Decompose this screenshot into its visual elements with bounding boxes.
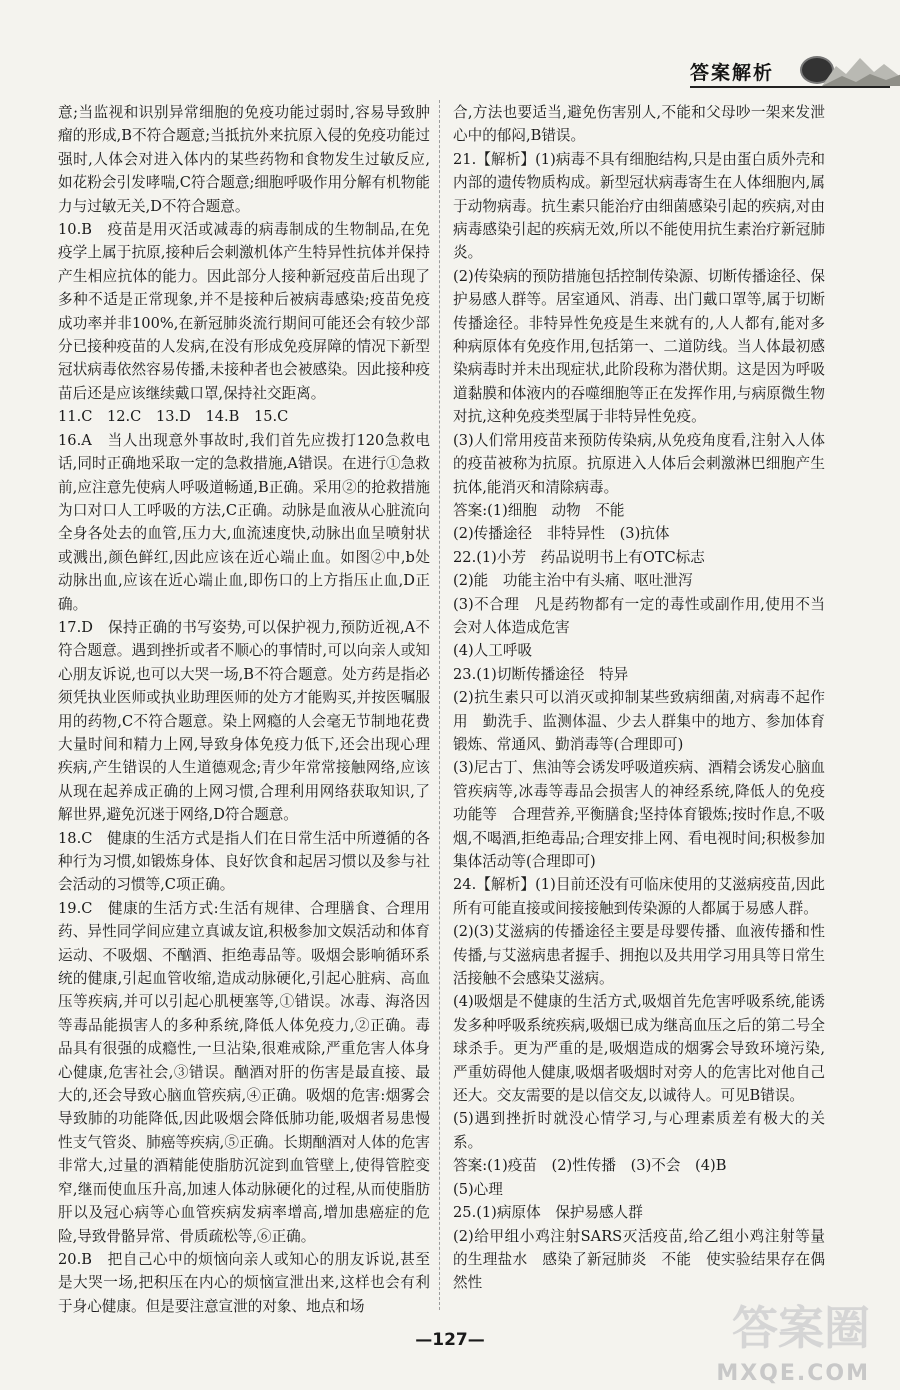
page-header bbox=[690, 52, 890, 92]
header-title: 答案解析 bbox=[690, 62, 775, 84]
answer-paragraph: (3)人们常用疫苗来预防传染病,从免疫角度看,注射入人体的疫苗被称为抗原。抗原进入人体后会刺激淋巴细胞产生抗体,能消灭和清除病毒。 bbox=[453, 431, 825, 496]
answer-paragraph: 11.C 12.C 13.D 14.B 15.C bbox=[58, 408, 289, 426]
answer-line: (5)心理 bbox=[453, 1180, 503, 1198]
answer-line: (2)传播途径 非特异性 (3)抗体 bbox=[453, 525, 670, 543]
answer-paragraph: (2)给甲组小鸡注射SARS灭活疫苗,给乙组小鸡注射等量的生理盐水 感染了新冠肺炎 不能 使实验结果存在偶然性 bbox=[453, 1227, 825, 1292]
answer-line: 25.(1)病原体 保护易感人群 bbox=[453, 1204, 643, 1222]
answer-paragraph: (2)传染病的预防措施包括控制传染源、切断传播途径、保护易感人群等。居室通风、消毒、出门戴口罩等,属于切断传播途径。非特异性免疫是生来就有的,人人都有,能对多种病原体有免疫作用,包括第一、二道防线。当人体最初感染病毒时并未出现症状,此阶段称为潜伏期。这是因为呼吸道黏膜和体液内的吞噬细胞等正在发挥作用,与病原微生物对抗,这种免疫类型属于非特异性免疫。 bbox=[453, 267, 825, 426]
answer-paragraph: 21.【解析】(1)病毒不具有细胞结构,只是由蛋白质外壳和内部的遗传物质构成。新型冠状病毒寄生在人体细胞内,属于动物病毒。抗生素只能治疗由细菌感染引起的疾病,对由病毒感染引起的疾病无效,所以不能使用抗生素治疗新冠肺炎。 bbox=[453, 150, 825, 262]
answer-paragraph: (3)尼古丁、焦油等会诱发呼吸道疾病、酒精会诱发心脑血管疾病等,冰毒等毒品会损害人的神经系统,降低人的免疫功能等 合理营养,平衡膳食;坚持体育锻炼;按时作息,不吸烟,不喝酒,拒绝毒品;合理安排上网、看电视时间;积极参加集体活动等(合理即可) bbox=[453, 759, 825, 870]
answer-paragraph: (2)抗生素只可以消灭或抑制某些致病细菌,对病毒不起作用 勤洗手、监测体温、少去人群集中的地方、参加体育锻炼、常通风、勤消毒等(合理即可) bbox=[453, 689, 825, 753]
answer-paragraph: (2)(3)艾滋病的传播途径主要是母婴传播、血液传播和性传播,与艾滋病患者握手、拥抱以及共用学习用具等日常生活接触不会感染艾滋病。 bbox=[453, 923, 825, 988]
page-number: —127— bbox=[415, 1330, 485, 1350]
answer-line: 23.(1)切断传播途径 特异 bbox=[453, 665, 629, 683]
answer-paragraph: 合,方法也要适当,避免伤害别人,不能和父母吵一架来发泄心中的郁闷,B错误。 bbox=[453, 104, 825, 145]
answer-paragraph: 17.D 保持正确的书写姿势,可以保护视力,预防近视,A不符合题意。遇到挫折或者不顺心的事情时,可以向亲人或知心朋友诉说,也可以大哭一场,B不符合题意。处方药是指必须凭执业医师或执业助理医师的处方才能购买,并按医嘱服用的药物,C不符合题意。染上网瘾的人会毫无节制地花费大量时间和精力上网,导致身体免疫力低下,还会出现心理疾病,产生错误的人生道德观念;青少年常常接触网络,应该从现在起养成正确的上网习惯,合理利用网络获取知识,了解世界,避免沉迷于网络,D符合题意。 bbox=[58, 618, 430, 824]
answer-paragraph: 24.【解析】(1)目前还没有可临床使用的艾滋病疫苗,因此所有可能直接或间接接触到传染源的人都属于易感人群。 bbox=[453, 876, 825, 917]
answer-paragraph: (3)不合理 凡是药物都有一定的毒性或副作用,使用不当会对人体造成危害 bbox=[453, 595, 825, 636]
answer-paragraph: 19.C 健康的生活方式:生活有规律、合理膳食、合理用药、异性同学间应建立真诚友谊,积极参加文娱活动和体育运动、不吸烟、不酗酒、拒绝毒品等。吸烟会影响循环系统的健康,引起血管收缩,造成动脉硬化,引起心脏病、高血压等疾病,并可以引起心肌梗塞等,①错误。冰毒、海洛因等毒品能损害人的多种系统,降低人体免疫力,②正确。毒品具有很强的成瘾性,一旦沾染,很难戒除,严重危害人体身心健康,危害社会,③错误。酗酒对肝的伤害是最直接、最大的,还会导致心脑血管疾病,④正确。吸烟的危害:烟雾会导致肺的功能降低,因此吸烟会降低肺功能,吸烟者易患慢性支气管炎、肺癌等疾病,⑤正确。长期酗酒对人体的危害非常大,过量的酒精能使脂肪沉淀到血管壁上,使得管腔变窄,继而使血压升高,加速人体动脉硬化的过程,从而使脂肪肝以及冠心病等心血管疾病发病率增高,增加患癌症的危险,导致骨骼异常、骨质疏松等,⑥正确。 bbox=[58, 899, 430, 1245]
answer-line: 答案:(1)细胞 动物 不能 bbox=[453, 501, 625, 519]
column-divider bbox=[439, 100, 440, 1310]
answer-paragraph: 10.B 疫苗是用灭活或减毒的病毒制成的生物制品,在免疫学上属于抗原,接种后会刺激机体产生特异性抗体并保持产生相应抗体的能力。因此部分人接种新冠疫苗后出现了多种不适是正常现象,并不是接种后被病毒感染;疫苗免疫成功率并非100%,在新冠肺炎流行期间可能还会有较少部分已接种疫苗的人发病,在没有形成免疫屏障的情况下新型冠状病毒依然容易传播,未接种者也会被感染。因此接种疫苗后还是应该继续戴口罩,保持社交距离。 bbox=[58, 221, 430, 402]
watermark-url: MXQE.COM bbox=[716, 1361, 870, 1386]
answer-paragraph: 意;当监视和识别异常细胞的免疫功能过弱时,容易导致肿瘤的形成,B不符合题意;当抵抗外来抗原入侵的免疫功能过强时,人体会对进入体内的某些药物和食物发生过敏反应,如花粉会引发哮喘,C符合题意;细胞呼吸作用分解有机物能力与过敏无关,D不符合题意。 bbox=[58, 104, 430, 215]
answer-line: 22.(1)小芳 药品说明书上有OTC标志 bbox=[453, 548, 705, 566]
answer-paragraph: 18.C 健康的生活方式是指人们在日常生活中所遵循的各种行为习惯,如锻炼身体、良好饮食和起居习惯以及参与社会活动的习惯等,C项正确。 bbox=[58, 829, 430, 894]
answer-line: 答案:(1)疫苗 (2)性传播 (3)不会 (4)B bbox=[453, 1157, 727, 1175]
answer-line: (4)人工呼吸 bbox=[453, 642, 533, 660]
answer-paragraph: (4)吸烟是不健康的生活方式,吸烟首先危害呼吸系统,能诱发多种呼吸系统疾病,吸烟已成为继高血压之后的第二号全球杀手。更为严重的是,吸烟造成的烟雾会导致环境污染,严重妨碍他人健康,吸烟者吸烟时对旁人的危害比对他自己还大。交友需要的是以信交友,以诚待人。可见B错误。 bbox=[453, 993, 825, 1105]
answer-paragraph: 20.B 把自己心中的烦恼向亲人或知心的朋友诉说,甚至是大哭一场,把积压在内心的烦恼宣泄出来,这样也会有利于身心健康。但是要注意宣泄的对象、地点和场 bbox=[58, 1250, 430, 1315]
right-column bbox=[453, 101, 825, 1295]
header-rule bbox=[690, 86, 890, 88]
answer-line: (2)能 功能主治中有头痛、呕吐泄泻 bbox=[453, 572, 693, 590]
mountain-decoration-icon bbox=[822, 52, 900, 86]
answer-paragraph: 16.A 当人出现意外事故时,我们首先应拨打120急救电话,同时正确地采取一定的急救措施,A错误。在进行①急救前,应注意先使病人呼吸道畅通,B正确。采用②的抢救措施为口对口人工呼吸的方法,C正确。动脉是血液从心脏流向全身各处去的血管,压力大,血流速度快,动脉出血呈喷射状或溅出,颜色鲜红,因此应该在近心端止血。如图②中,b处动脉出血,应该在近心端止血,即伤口的上方指压止血,D正确。 bbox=[58, 431, 430, 613]
answer-paragraph: (5)遇到挫折时就没心情学习,与心理素质差有极大的关系。 bbox=[453, 1110, 825, 1151]
left-column bbox=[58, 101, 430, 1318]
watermark-logo: 答案圈 bbox=[732, 1301, 870, 1355]
